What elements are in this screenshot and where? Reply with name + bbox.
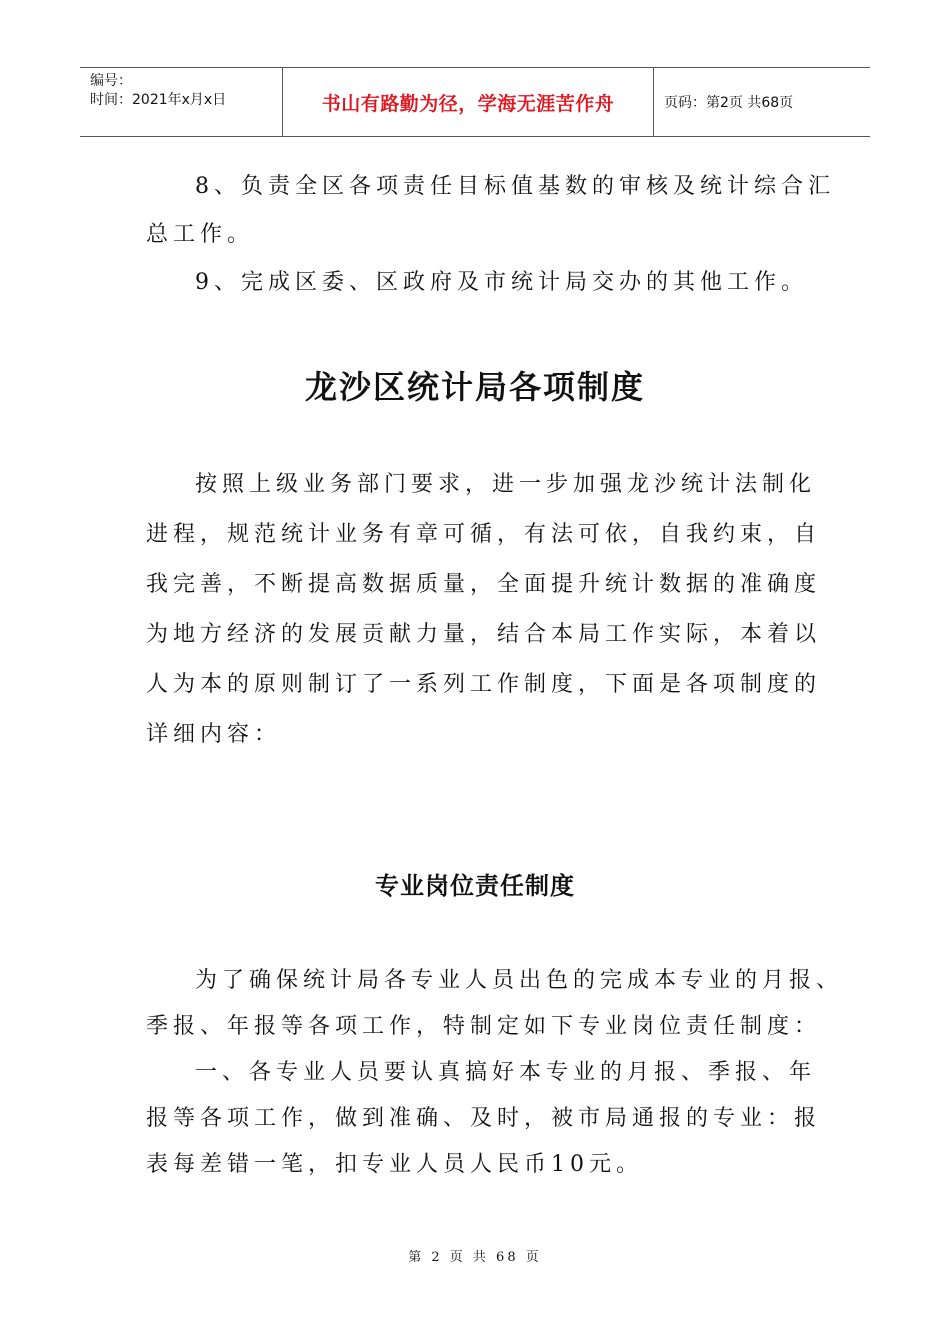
section-title: 专业岗位责任制度	[375, 872, 575, 900]
header-table	[80, 67, 870, 137]
body-line: 进程，规范统计业务有章可循，有法可依，自我约束，自	[146, 522, 822, 547]
header-page-info: 页码：第2页 共68页	[664, 95, 794, 111]
body-line: 9、完成区委、区政府及市统计局交办的其他工作。	[195, 270, 808, 295]
body-line: 报等各项工作，做到准确、及时，被市局通报的专业：报	[146, 1106, 822, 1131]
body-line: 一、各专业人员要认真搞好本专业的月报、季报、年	[195, 1060, 817, 1085]
body-line: 为了确保统计局各专业人员出色的完成本专业的月报、	[195, 968, 844, 993]
body-line: 按照上级业务部门要求，进一步加强龙沙统计法制化	[195, 472, 817, 497]
body-line: 人为本的原则制订了一系列工作制度，下面是各项制度的	[146, 672, 822, 697]
number-label: 编号：	[90, 73, 132, 89]
header-left-cell	[80, 68, 282, 136]
page-footer: 第 2 页 共 68 页	[408, 1250, 542, 1265]
body-line: 表每差错一笔，扣专业人员人民币10元。	[146, 1152, 643, 1177]
body-line: 季报、年报等各项工作，特制定如下专业岗位责任制度：	[146, 1014, 822, 1039]
header-motto: 书山有路勤为径，学海无涯苦作舟	[321, 92, 615, 115]
header-motto-cell	[282, 68, 654, 136]
header-page-cell	[654, 68, 870, 136]
body-line: 8、负责全区各项责任目标值基数的审核及统计综合汇	[195, 174, 835, 199]
body-line: 为地方经济的发展贡献力量，结合本局工作实际，本着以	[146, 622, 822, 647]
main-title: 龙沙区统计局各项制度	[304, 368, 645, 406]
body-line: 总工作。	[146, 222, 255, 247]
body-line: 详细内容：	[146, 722, 282, 747]
date-label: 时间：2021年x月x日	[90, 92, 227, 108]
body-line: 我完善，不断提高数据质量，全面提升统计数据的准确度	[146, 572, 822, 597]
